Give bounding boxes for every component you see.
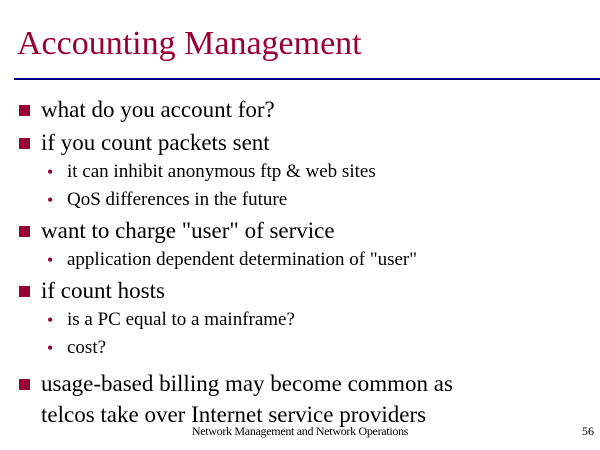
square-bullet-icon [19,138,30,149]
dot-bullet-icon: • [47,310,54,330]
title-underline [14,78,600,80]
sub-bullet-text: QoS differences in the future [67,189,288,210]
sub-bullet-text: it can inhibit anonymous ftp & web sites [67,161,376,182]
dot-bullet-icon: • [47,250,54,270]
sub-bullet-text: is a PC equal to a mainframe? [67,309,295,330]
square-bullet-icon [19,379,30,390]
slide-title: Accounting Management [17,25,362,62]
bullet-text: want to charge "user" of service [41,218,335,243]
square-bullet-icon [19,105,30,116]
sub-bullet-text: application dependent determination of "user" [67,249,418,270]
sub-bullet-text: cost? [67,337,107,358]
bullet-text: telcos take over Internet service providers [41,402,427,427]
bullet-text: what do you account for? [41,97,275,122]
bullet-text: usage-based billing may become common as [41,371,453,396]
dot-bullet-icon: • [47,162,54,182]
dot-bullet-icon: • [47,338,54,358]
bullet-text: if you count packets sent [41,130,270,155]
square-bullet-icon [19,226,30,237]
footer-caption: Network Management and Network Operations [191,424,409,438]
page-number: 56 [582,424,594,438]
bullet-text: if count hosts [41,278,165,303]
dot-bullet-icon: • [47,190,54,210]
square-bullet-icon [19,286,30,297]
